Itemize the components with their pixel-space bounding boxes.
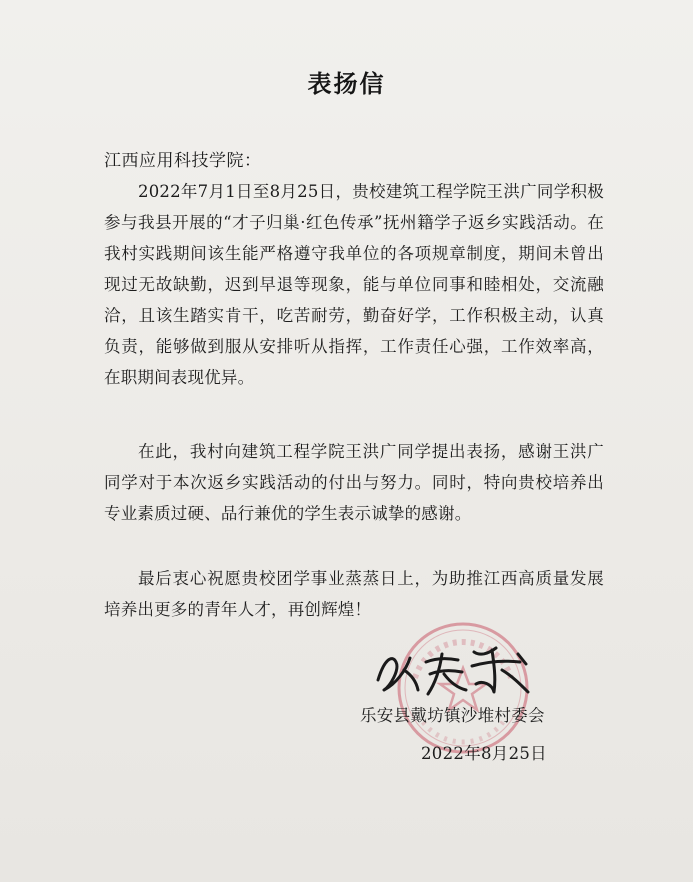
issuing-organization: 乐安县戴坊镇沙堆村委会 [360,706,545,725]
handwritten-signature-icon [370,640,540,700]
body-paragraph-2: 在此，我村向建筑工程学院王洪广同学提出表扬，感谢王洪广同学对于本次返乡实践活动的付出与努力。同时，特向贵校培养出专业素质过硬、品行兼优的学生表示诚挚的感谢。 [104,442,604,523]
letter-title: 表扬信 [307,69,386,98]
body-paragraph-1: 2022年7月1日至8月25日，贵校建筑工程学院王洪广同学积极参与我县开展的“才子归巢·红色传承”抚州籍学子返乡实践活动。在我村实践期间该生能严格遵守我单位的各项规章制度，期间未曾出现过无故缺勤，迟到早退等现象，能与单位同事和睦相处，交流融洽，且该生踏实肯干，吃苦耐劳，勤奋好学，工作积极主动，认真负责，能够做到服从安排听从指挥，工作责任心强，工作效率高，在职期间表现优异。 [104,182,604,387]
body-paragraph-3: 最后衷心祝愿贵校团学事业蒸蒸日上，为助推江西高质量发展培养出更多的青年人才，再创辉煌！ [104,569,604,619]
salutation: 江西应用科技学院： [104,151,262,171]
issue-date: 2022年8月25日 [421,744,547,763]
